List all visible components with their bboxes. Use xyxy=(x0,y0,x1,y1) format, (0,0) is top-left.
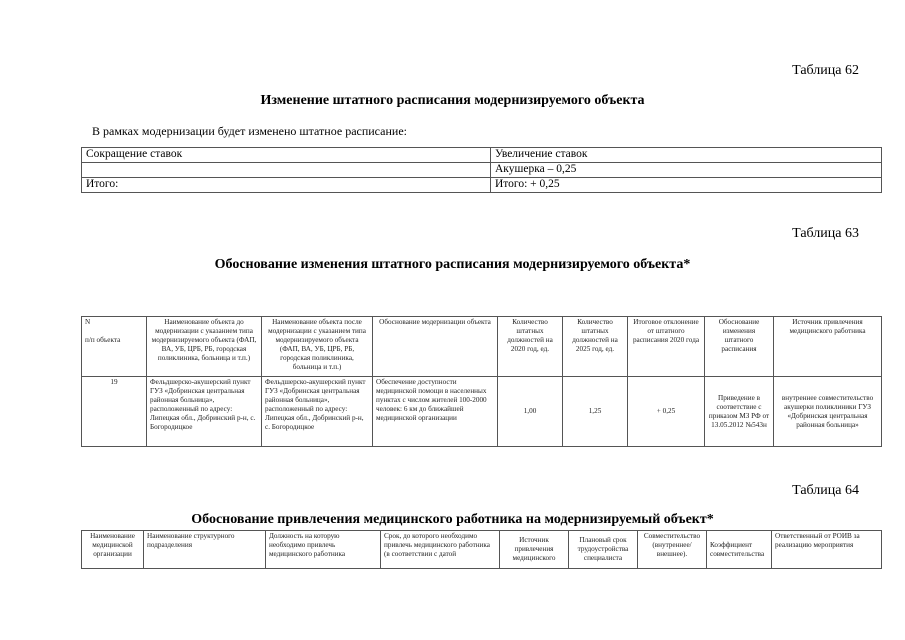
table-cell: + 0,25 xyxy=(628,377,705,447)
header-cell: Количество штатных должностей на 2020 год, ед. xyxy=(498,317,563,377)
header-cell: N п/п объекта xyxy=(82,317,147,377)
table-cell: Сокращение ставок xyxy=(82,148,491,163)
header-cell: Обоснование модернизации объекта xyxy=(373,317,498,377)
header-cell: Количество штатных должностей на 2025 год, ед. xyxy=(563,317,628,377)
table-cell: 1,00 xyxy=(498,377,563,447)
table-63-title: Обоснование изменения штатного расписания модернизируемого объекта* xyxy=(214,257,691,272)
table-cell: Фельдшерско-акушерский пункт ГУЗ «Добринская центральная районная больница», расположенный по адресу: Липецкая обл., Добринский р-н, с. Богородицкое xyxy=(147,377,262,447)
table-cell: Обеспечение доступности медицинской помощи в населенных пунктах с числом жителей 100-2000 человек: 6 км до ближайшей медицинской организации xyxy=(373,377,498,447)
header-cell: Источник привлечения медицинского xyxy=(500,531,569,569)
table-cell: 1,25 xyxy=(563,377,628,447)
table-row xyxy=(82,148,882,163)
header-cell: Коэффициент совместительства xyxy=(707,531,772,569)
header-cell: Наименование медицинской организации xyxy=(82,531,144,569)
header-cell: Итоговое отклонение от штатного расписания 2020 года xyxy=(628,317,705,377)
table-62-intro: В рамках модернизации будет изменено штатное расписание: xyxy=(92,124,407,138)
header-cell: Совместительство (внутреннее/внешнее). xyxy=(638,531,707,569)
table-64-title: Обоснование привлечения медицинского работника на модернизируемый объект* xyxy=(191,512,714,527)
table-63-label: Таблица 63 xyxy=(792,226,859,241)
table-62-label: Таблица 62 xyxy=(792,63,859,78)
table-cell: Приведение в соответствие с приказом МЗ РФ от 13.05.2012 №543н xyxy=(705,377,774,447)
table-cell: Фельдшерско-акушерский пункт ГУЗ «Добринская центральная районная больница», расположенный по адресу: Липецкая обл., Добринский р-н, с. Богородицкое xyxy=(262,377,373,447)
table-64-label: Таблица 64 xyxy=(792,483,859,498)
table-cell: Акушерка – 0,25 xyxy=(491,163,882,178)
table-header-row xyxy=(82,317,882,377)
table-row xyxy=(82,377,882,447)
table-row xyxy=(82,178,882,193)
table-header-row xyxy=(82,531,882,569)
header-cell: Должность на которую необходимо привлечь медицинского работника xyxy=(266,531,381,569)
table-cell: Увеличение ставок xyxy=(491,148,882,163)
header-cell: Обоснование изменения штатного расписания xyxy=(705,317,774,377)
table-cell: 19 xyxy=(82,377,147,447)
header-cell: Источник привлечения медицинского работника xyxy=(774,317,882,377)
table-row xyxy=(82,163,882,178)
table-64 xyxy=(81,530,882,569)
header-cell: Срок, до которого необходимо привлечь медицинского работника (в соответствии с датой xyxy=(381,531,500,569)
table-63 xyxy=(81,316,882,447)
table-cell: внутреннее совместительство акушерки поликлиники ГУЗ «Добринская центральная районная больница» xyxy=(774,377,882,447)
header-cell: Наименование объекта до модернизации с указанием типа модернизируемого объекта (ФАП, ВА, УБ, ЦРБ, РБ, городская поликлиника, больница и т.п.) xyxy=(147,317,262,377)
table-62 xyxy=(81,147,882,193)
table-cell: Итого: + 0,25 xyxy=(491,178,882,193)
header-cell: Плановый срок трудоустройства специалиста xyxy=(569,531,638,569)
table-62-title: Изменение штатного расписания модернизируемого объекта xyxy=(260,93,645,108)
header-cell: Наименование структурного подразделения xyxy=(144,531,266,569)
header-cell: Ответственный от РОИВ за реализацию мероприятия xyxy=(772,531,882,569)
table-cell xyxy=(82,163,491,178)
header-cell: Наименование объекта после модернизации с указанием типа модернизируемого объекта (ФАП, ВА, УБ, ЦРБ, РБ, городская поликлиника, больница и т.п.) xyxy=(262,317,373,377)
table-cell: Итого: xyxy=(82,178,491,193)
